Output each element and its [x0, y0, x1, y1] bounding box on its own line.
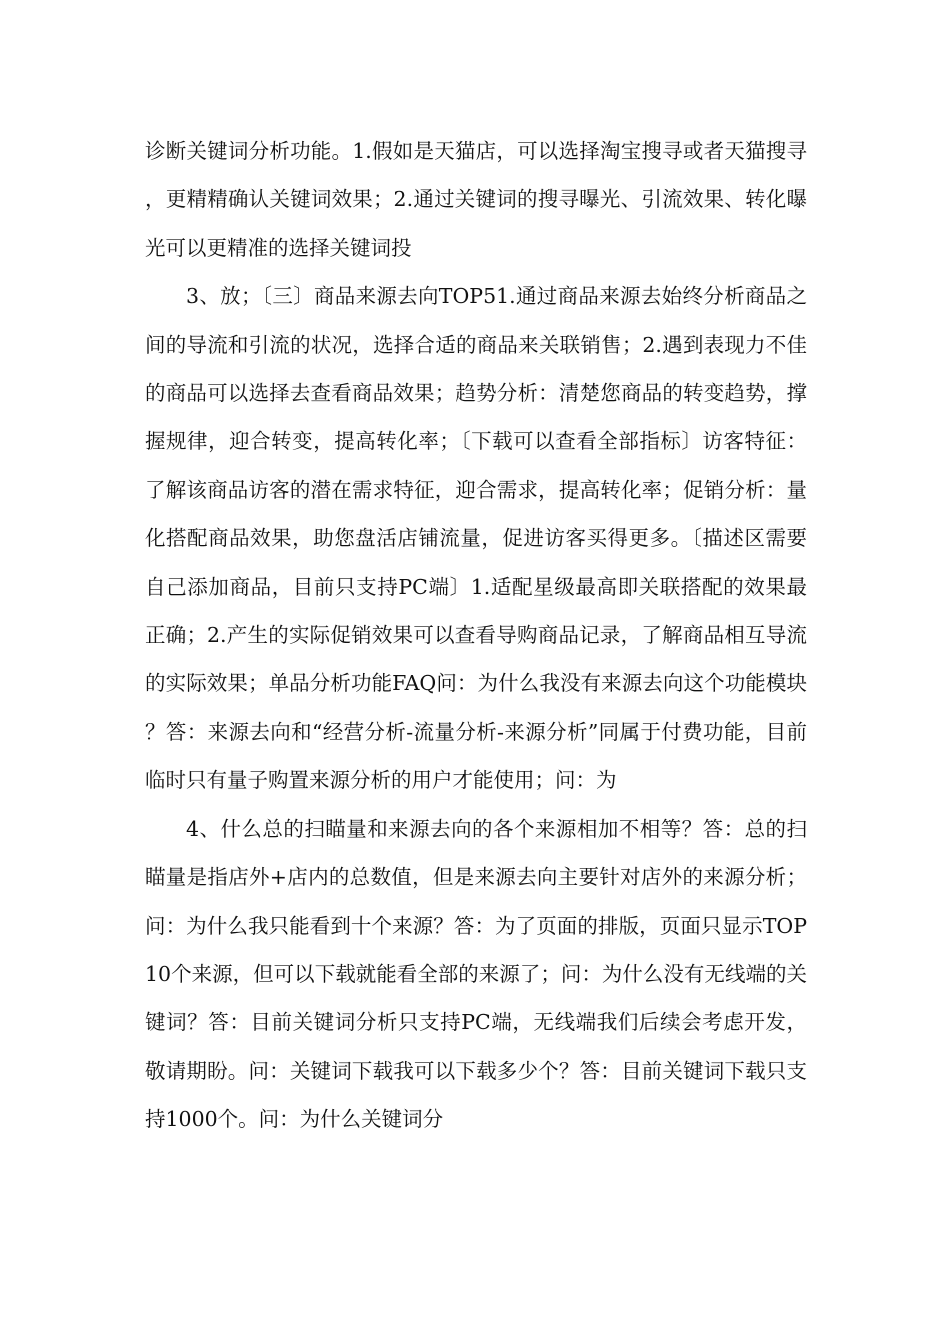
- paragraph-3: 4、什么总的扫瞄量和来源去向的各个来源相加不相等？答：总的扫瞄量是指店外+店内的总数值，但是来源去向主要针对店外的来源分析；问：为什么我只能看到十个来源？答：为了页面的排版，页面只显示TOP10个来源，但可以下载就能看全部的来源了；问：为什么没有无线端的关键词？答：目前关键词分析只支持PC端，无线端我们后续会考虑开发，敬请期盼。问：关键词下载我可以下载多少个？答：目前关键词下载只支持1000个。问：为什么关键词分: [145, 816, 807, 1132]
- document-body: [145, 127, 807, 1144]
- paragraph-2: 3、放；〔三〕商品来源去向TOP51.通过商品来源去始终分析商品之间的导流和引流的状况，选择合适的商品来关联销售；2.遇到表现力不佳的商品可以选择去查看商品效果；趋势分析：清楚您商品的转变趋势，撑握规律，迎合转变，提高转化率；〔下载可以查看全部指标〕访客特征：了解该商品访客的潜在需求特征，迎合需求，提高转化率；促销分析：量化搭配商品效果，助您盘活店铺流量，促进访客买得更多。〔描述区需要自己添加商品，目前只支持PC端〕1.适配星级最高即关联搭配的效果最正确；2.产生的实际促销效果可以查看导购商品记录，了解商品相互导流的实际效果；单品分析功能FAQ问：为什么我没有来源去向这个功能模块？答：来源去向和“经营分析-流量分析-来源分析”同属于付费功能，目前临时只有量子购置来源分析的用户才能使用；问：为: [145, 284, 807, 793]
- paragraph-1: 诊断关键词分析功能。1.假如是天猫店，可以选择淘宝搜寻或者天猫搜寻，更精精确认关键词效果；2.通过关键词的搜寻曝光、引流效果、转化曝光可以更精准的选择关键词投: [145, 139, 807, 260]
